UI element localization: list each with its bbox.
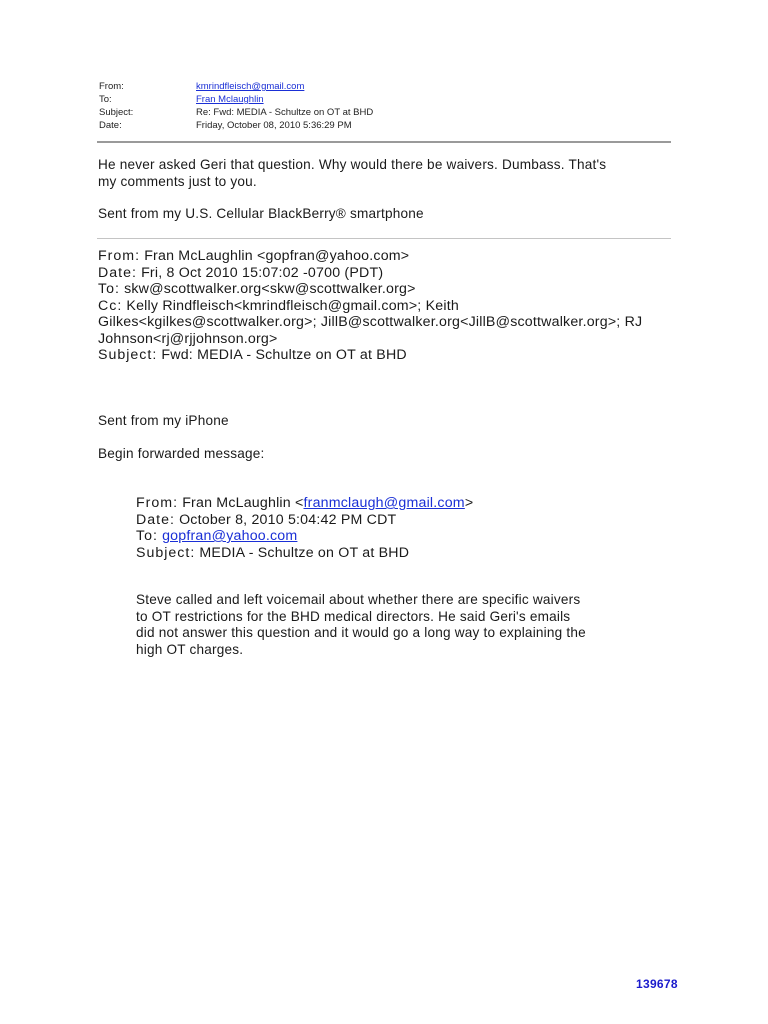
forwarded-from-suffix: > <box>464 495 474 511</box>
header-subject-label: Subject: <box>99 107 134 118</box>
forwarded-subject-value: MEDIA - Schultze on OT at BHD <box>195 544 410 561</box>
forwarded-date-value: October 8, 2010 5:04:42 PM CDT <box>174 511 397 528</box>
quoted-cc-row <box>98 298 642 315</box>
begin-forwarded-label: Begin forwarded message: <box>98 446 265 461</box>
quoted-from-label: From: <box>98 248 141 264</box>
header-from-row <box>99 80 373 93</box>
quote-divider <box>97 238 671 239</box>
forwarded-to-email-link[interactable]: gopfran@yahoo.com <box>162 528 298 544</box>
header-subject-value: Re: Fwd: MEDIA - Schultze on OT at BHD <box>196 107 374 118</box>
header-to-label: To: <box>99 94 112 105</box>
header-from-email-link[interactable]: kmrindfleisch@gmail.com <box>196 81 305 92</box>
forwarded-from-label: From: <box>136 495 179 511</box>
quoted-sent-from: Sent from my iPhone <box>98 413 229 428</box>
quoted-subject-label: Subject: <box>98 347 158 363</box>
quoted-from-value: Fran McLaughlin <gopfran@yahoo.com> <box>140 248 410 264</box>
forwarded-subject-label: Subject: <box>136 544 196 561</box>
header-to-row <box>99 93 373 106</box>
header-date-row <box>99 119 373 132</box>
forwarded-to-label: To: <box>136 528 158 544</box>
forwarded-body-line-4: high OT charges. <box>136 641 244 657</box>
reply-signature: Sent from my U.S. Cellular BlackBerry® smartphone <box>98 206 424 221</box>
quoted-date-label: Date: <box>98 264 137 281</box>
header-to-link[interactable]: Fran Mclaughlin <box>196 94 264 105</box>
forwarded-subject-row <box>136 545 473 562</box>
forwarded-date-row <box>136 512 473 529</box>
forwarded-from-email-link[interactable]: franmclaugh@gmail.com <box>303 495 465 511</box>
forwarded-body-line-2: to OT restrictions for the BHD medical directors. He said Geri's emails <box>136 608 571 624</box>
quoted-date-row <box>98 265 642 282</box>
quoted-subject-row <box>98 347 642 364</box>
forwarded-from-row <box>136 495 473 512</box>
forwarded-body-line-1: Steve called and left voicemail about whether there are specific waivers <box>136 592 581 607</box>
header-subject-row <box>99 106 373 119</box>
reply-line-2: my comments just to you. <box>98 173 257 189</box>
email-header <box>99 80 373 132</box>
reply-body <box>98 157 606 190</box>
quoted-date-value: Fri, 8 Oct 2010 15:07:02 -0700 (PDT) <box>136 264 384 281</box>
header-date-label: Date: <box>99 120 122 131</box>
forwarded-body <box>136 592 586 658</box>
quoted-from-row <box>98 248 642 265</box>
quoted-to-value: skw@scottwalker.org<skw@scottwalker.org> <box>119 281 416 297</box>
reply-line-1: He never asked Geri that question. Why would there be waivers. Dumbass. That's <box>98 157 607 172</box>
header-divider <box>97 141 671 143</box>
forwarded-date-label: Date: <box>136 511 175 528</box>
quoted-to-label: To: <box>98 281 120 297</box>
header-from-label: From: <box>99 81 124 92</box>
quoted-cc-label: Cc: <box>98 297 123 314</box>
header-date-value: Friday, October 08, 2010 5:36:29 PM <box>196 120 352 131</box>
quoted-header <box>98 248 642 364</box>
forwarded-to-row <box>136 528 473 545</box>
quoted-to-row <box>98 281 642 298</box>
quoted-cc-value-1: Kelly Rindfleisch<kmrindfleisch@gmail.com>; Keith <box>122 297 459 314</box>
forwarded-header <box>136 495 473 561</box>
quoted-cc-value-3: Johnson<rj@rjjohnson.org> <box>98 330 278 347</box>
quoted-subject-value: Fwd: MEDIA - Schultze on OT at BHD <box>157 347 407 363</box>
forwarded-body-line-3: did not answer this question and it would go a long way to explaining the <box>136 625 586 640</box>
forwarded-from-prefix: Fran McLaughlin < <box>178 495 304 511</box>
quoted-cc-value-2: Gilkes<kgilkes@scottwalker.org>; JillB@scottwalker.org<JillB@scottwalker.org>; RJ <box>98 314 643 330</box>
bates-number: 139678 <box>636 977 678 991</box>
